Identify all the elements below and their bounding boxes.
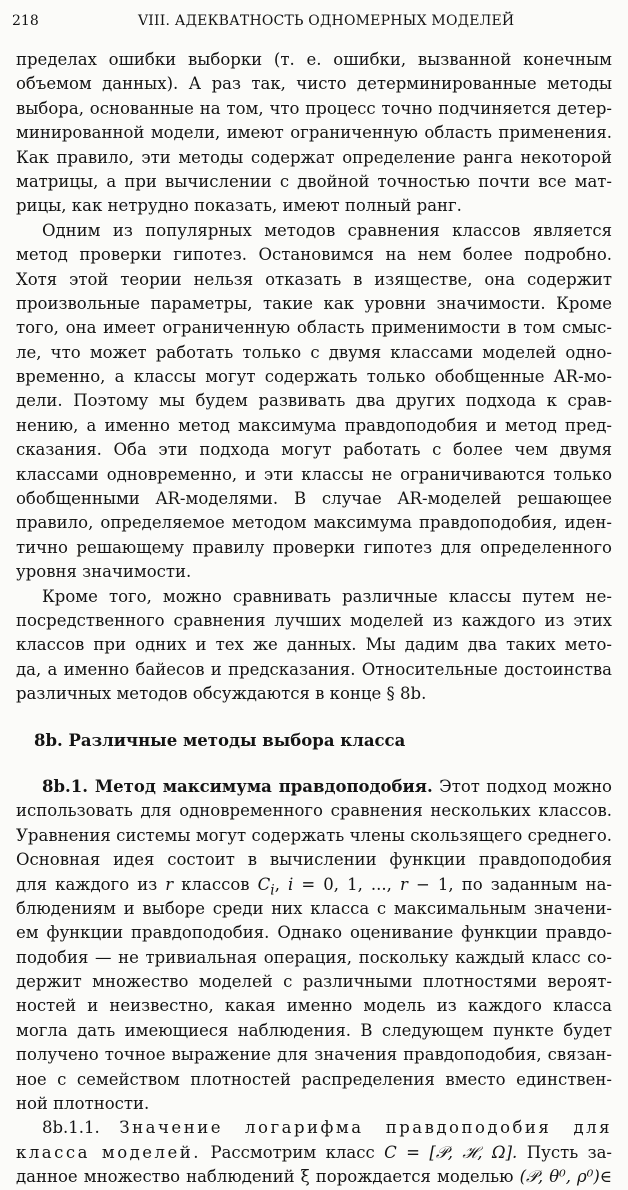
text-line: ное с семейством плотностей распределения вместо единствен- — [16, 1069, 612, 1089]
math-formula: C = [𝒫, ℋ, Ω]. — [384, 1142, 518, 1162]
text-run: классов — [173, 874, 258, 894]
text-line: объемом данных). А раз так, чисто детерминированные методы — [16, 74, 612, 94]
text-line: сказания. Оба эти подхода могут работать с более чем двумя — [16, 440, 612, 460]
text-line: различных методов обсуждаются в конце § 8b. — [16, 684, 427, 704]
text-run: данное множество наблюдений — [16, 1167, 301, 1187]
subsection-title: 8b.1. Метод максимума правдоподобия. — [42, 776, 433, 796]
text-line: тично решающему правилу проверки гипотез для определенного — [16, 537, 612, 557]
text-line: ностей и неизвестно, какая именно модель из каждого класса — [16, 996, 612, 1016]
text-line: выбора, основанные на том, что процесс точно подчиняется детер- — [16, 98, 612, 118]
math-var: C — [257, 874, 271, 894]
page-body — [16, 48, 612, 1190]
text-line: Основная идея состоит в вычислении функции правдоподобия — [16, 850, 612, 870]
text-line — [16, 775, 612, 799]
text-line: минированной модели, имеют ограниченную область применения. — [16, 123, 612, 143]
page-header — [12, 8, 612, 34]
math-formula: (𝒫, θ⁰, ρ⁰)∈ — [519, 1167, 612, 1187]
text-run: = 0, 1, ..., — [293, 874, 400, 894]
text-line: метод проверки гипотез. Остановимся на нем более подробно. — [16, 245, 612, 265]
text-line: получено точное выражение для значения правдоподобия, связан- — [16, 1045, 612, 1065]
subsubsection-title-cont: класса моделей. — [16, 1142, 202, 1162]
text-line: правило, определяемое методом максимума правдоподобия, иден- — [16, 513, 612, 533]
text-line: классами одновременно, и эти классы не ограничиваются только — [16, 464, 612, 484]
paragraph-1 — [16, 48, 612, 219]
text-line: использовать для одновременного сравнения нескольких классов. — [16, 801, 612, 821]
text-line: держит множество моделей с различными плотностями вероят- — [16, 972, 612, 992]
text-run: − 1, по заданным на- — [407, 874, 612, 894]
text-line: да, а именно байесов и предсказания. Относительные достоинства — [16, 659, 612, 679]
page-number: 218 — [12, 13, 39, 29]
subsubsection-number: 8b.1.1. — [42, 1118, 100, 1138]
text-line: могла дать имеющиеся наблюдения. В следующем пункте будет — [16, 1020, 612, 1040]
text-line: нению, а именно метод максимума правдоподобия и метод пред- — [16, 415, 612, 435]
text-line: матрицы, а при вычислении с двойной точностью почти все мат- — [16, 171, 612, 191]
text-line: ем функции правдоподобия. Однако оценивание функции правдо- — [16, 923, 612, 943]
text-line — [16, 1141, 612, 1165]
text-run: порождается моделью — [309, 1167, 520, 1187]
text-line: того, она имеет ограниченную область применимости в том смыс- — [16, 318, 612, 338]
text-run: , — [274, 874, 289, 894]
spacer — [16, 753, 612, 775]
subsection-8b11 — [16, 1116, 612, 1189]
text-line: посредственного сравнения лучших моделей из каждого из этих — [16, 610, 612, 630]
text-line — [16, 1165, 612, 1189]
text-run: Этот подход можно — [432, 776, 612, 796]
text-line: рицы, как нетрудно показать, имеют полный ранг. — [16, 196, 462, 216]
text-line: Уравнения системы могут содержать члены скользящего среднего. — [16, 825, 612, 845]
subsubsection-title: Значение логарифма правдоподобия для — [119, 1118, 612, 1138]
math-var: r — [165, 874, 174, 894]
text-line: дели. Поэтому мы будем развивать два других подхода к срав- — [16, 391, 612, 411]
text-line: Кроме того, можно сравнивать различные классы путем не- — [42, 586, 612, 606]
text-line: пределах ошибки выборки (т. е. ошибки, вызванной конечным — [16, 50, 612, 69]
math-var: i — [288, 874, 294, 894]
text-line — [16, 873, 612, 897]
section-heading: 8b. Различные методы выбора класса — [34, 730, 406, 750]
text-run: Пусть за- — [517, 1142, 612, 1162]
text-line: подобия — не тривиальная операция, поскольку каждый класс со- — [16, 947, 612, 967]
text-line: уровня значимости. — [16, 562, 192, 582]
text-run: для каждого из — [16, 874, 166, 894]
math-var: r — [400, 874, 408, 894]
text-line: ле, что может работать только с двумя классами моделей одно- — [16, 342, 612, 362]
text-line: произвольные параметры, такие как уровни значимости. Кроме — [16, 293, 612, 313]
text-line: обобщенными AR-моделями. В случае AR-моделей решающее — [16, 489, 612, 509]
paragraph-2 — [16, 219, 612, 585]
text-line: Как правило, эти методы содержат определение ранга некоторой — [16, 147, 612, 167]
paragraph-3 — [16, 585, 612, 707]
text-line: Хотя этой теории нельзя отказать в изяществе, она содержит — [16, 269, 612, 289]
text-line — [16, 1116, 612, 1140]
text-line: блюдениям и выборе среди них класса с максимальным значени- — [16, 898, 612, 918]
text-line: Одним из популярных методов сравнения классов является — [42, 220, 612, 240]
text-line: классов при одних и тех же данных. Мы дадим два таких мето- — [16, 635, 612, 655]
subsection-8b1 — [16, 775, 612, 1116]
text-run: Рассмотрим класс — [201, 1142, 385, 1162]
math-symbol: ξ — [300, 1167, 310, 1187]
text-line: ной плотности. — [16, 1094, 150, 1114]
spacer — [16, 707, 612, 729]
running-head: VIII. АДЕКВАТНОСТЬ ОДНОМЕРНЫХ МОДЕЛЕЙ — [138, 13, 515, 29]
math-subscript: i — [270, 881, 275, 897]
text-line: временно, а классы могут содержать только обобщенные AR-мо- — [16, 367, 612, 387]
